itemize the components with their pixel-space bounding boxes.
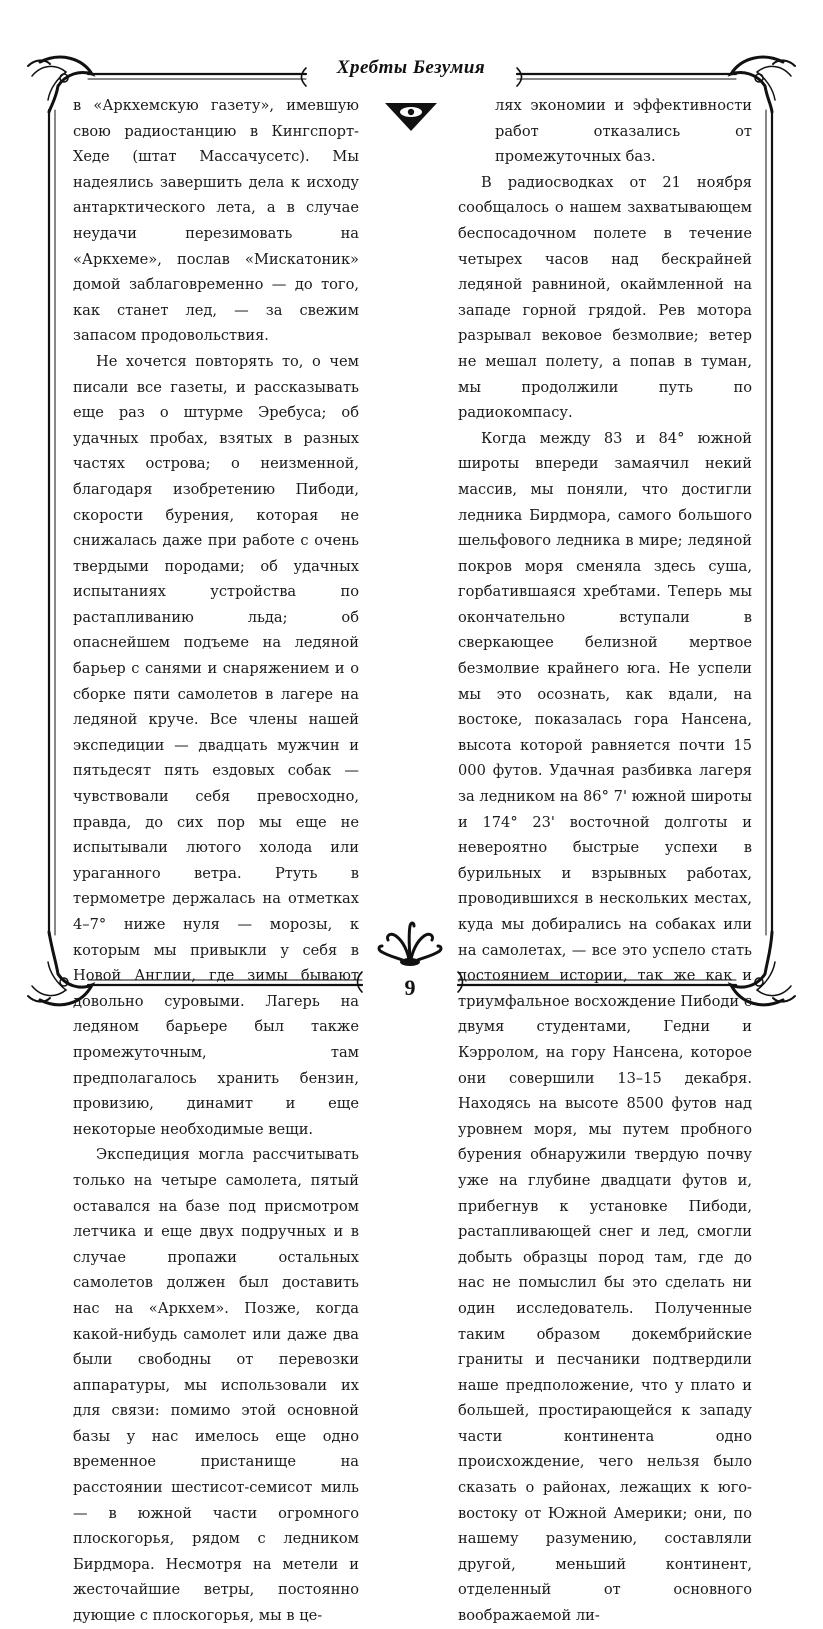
page-number: 9	[404, 975, 416, 1000]
paragraph: Не хочется повторять то, о чем писали все газеты, и рассказывать еще раз о штурме Эребуса; об удачных пробах, взятых в разных частях острова; о неизменной, благодаря изобретению Пибоди, скорости бурения, которая не снижалась даже при работе с очень твердыми породами; об удачных испытаниях устройства по растапливанию льда; об опаснейшем подъеме на ледяной барьер с санями и снаряжением и о сборке пяти самолетов в лагере на ледяной круче. Все члены нашей экспедиции — двадцать мужчин и пятьдесят пять ездовых собак — чувствовали себя превосходно, правда, до сих пор мы еще не испытывали лютого холода или ураганного ветра. Ртуть в термометре держалась на отметках 4–7° ниже нуля — морозы, к которым мы привыкли у себя в Новой Англии, где зимы бывают довольно суровыми. Лагерь на ледяном барьере был также промежуточным, там предполагалось хранить бензин, провизию, динамит и еще некоторые необходимые вещи.	[73, 352, 359, 1138]
running-header-title: Хребты Безумия	[336, 57, 486, 78]
paragraph: В радиосводках от 21 ноября сообщалось о нашем захватывающем беспосадочном полете в течение четырех часов над бескрайней ледяной равниной, окаймленной на западе горной грядой. Рев мотора разрывал вековое безмолвие; ветер не мешал полету, а попав в туман, мы продолжили путь по радиокомпасу.	[458, 173, 752, 422]
paragraph: Экспедиция могла рассчитывать только на четыре самолета, пятый оставался на базе под присмотром летчика и еще двух подручных и в случае пропажи остальных самолетов должен был доставить нас на «Аркхем». Позже, когда какой-нибудь самолет или даже два были свободны от перевозки аппаратуры, мы использовали их для связи: помимо этой основной базы у нас имелось еще одно временное пристанище на расстоянии шестисот-семисот миль — в южной части огромного плоскогорья, рядом с ледником Бирдмора. Несмотря на метели и жесточайшие ветры, постоянно дующие с плоскогорья, мы в це-	[73, 1146, 359, 1625]
right-text-column	[458, 93, 752, 1629]
eye-ornament-icon	[383, 99, 439, 133]
paragraph: в «Аркхемскую газету», имевшую свою радиостанцию в Кингспорт-Хеде (штат Массачусетс). Мы надеялись завершить дела к исходу антарктического лета, а в случае неудачи перезимовать на «Аркхеме», послав «Мискатоник» домой заблаговременно — до того, как станет лед, — за свежим запасом продовольствия.	[73, 97, 359, 345]
paragraph: лях экономии и эффективности работ отказались от промежуточных баз.	[495, 97, 752, 166]
paragraph: Когда между 83 и 84° южной широты впереди замаячил некий массив, мы поняли, что достигли ледника Бирдмора, самого большого шельфового ледника в мире; ледяной покров моря сменяла здесь суша, горбатившаяся хребтами. Теперь мы окончательно вступали в сверкающее белизной мертвое безмолвие крайнего юга. Не успели мы это осознать, как вдали, на востоке, показалась гора Нансена, высота которой равняется почти 15 000 футов. Удачная разбивка лагеря за ледником на 86° 7' южной широты и 174° 23' восточной долготы и невероятно быстрые успехи в бурильных и взрывных работах, проводившихся в нескольких местах, куда мы добирались на собаках или на самолетах, — все это успело стать достоянием истории, так же как и триумфальное восхождение Пибоди с двумя студентами, Гедни и Кэрролом, на гору Нансена, которое они совершили 13–15 декабря. Находясь на высоте 8500 футов над уровнем моря, мы путем пробного бурения обнаружили твердую почву уже на глубине двадцати футов и, прибегнув к установке Пибоди, растапливающей снег и лед, смогли добыть образцы пород там, где до нас не помыслил бы это сделать ни один исследователь. Полученные таким образом докембрийские граниты и песчаники подтвердили наше предположение, что у плато и большей, простирающейся к западу части континента одно происхождение, чего нельзя было сказать о районах, лежащих к юго-востоку от Южной Америки; они, по нашему разумению, составляли другой, меньший континент, отделенный от основного воображаемой ли-	[458, 429, 752, 1625]
tentacle-ornament-icon	[374, 918, 446, 966]
left-text-column	[73, 93, 359, 1629]
